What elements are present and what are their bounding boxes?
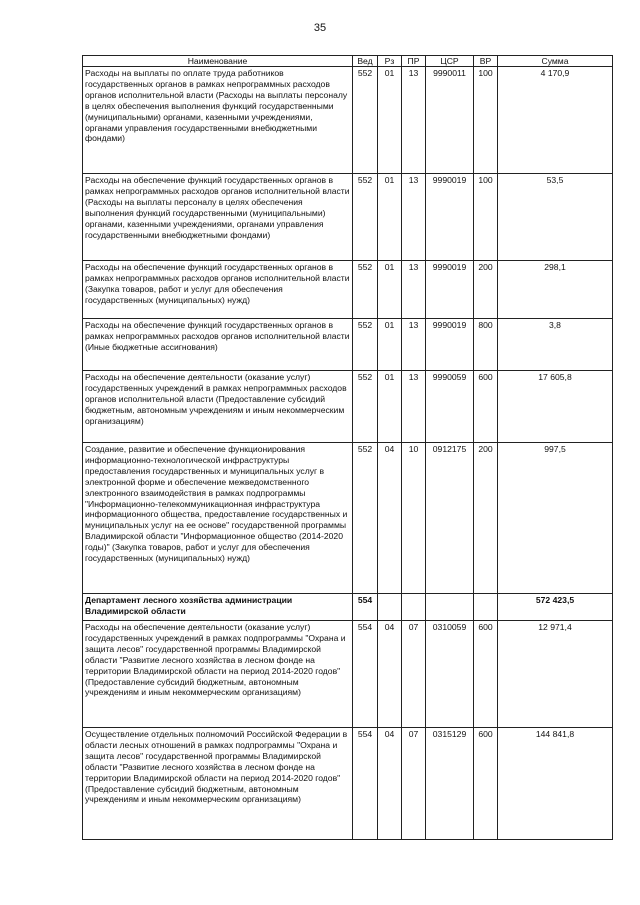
- budget-table: [82, 55, 613, 840]
- row-name: Создание, развитие и обеспечение функционирования информационно-технологической инфраструктуры предоставления государственных и муниципальных услуг в электронной форме и обеспечение межведомственного электронного взаимодействия в рамках подпрограммы "Информационно-телекоммуникационная инфраструктура информационного общества, предоставление государственных и муниципальных услуг на ее основе" государственной программы Владимирской области "Информационное общество (2014-2020 годы)" (Закупка товаров, работ и услуг для обеспечения государственных (муниципальных) нужд): [83, 443, 353, 594]
- row-vr: 100: [474, 174, 498, 261]
- table-row: [83, 371, 613, 443]
- table-row: [83, 621, 613, 728]
- row-name: Расходы на выплаты по оплате труда работников государственных органов в рамках непрограммных расходов органов исполнительной власти (Расходы на выплаты персоналу в целях обеспечения выполнения функций государственными (муниципальными) органами, казенными учреждениями, органами управления государственными внебюджетными фондами): [83, 67, 353, 174]
- header-name: Наименование: [83, 56, 353, 67]
- row-name: Расходы на обеспечение деятельности (оказание услуг) государственных учреждений в рамках непрограммных расходов органов исполнительной власти (Предоставление субсидий бюджетным, автономным учреждениям и иным некоммерческим организациям): [83, 371, 353, 443]
- row-pr: 13: [402, 67, 426, 174]
- row-rz: 01: [378, 174, 402, 261]
- table-row: [83, 174, 613, 261]
- row-pr: 13: [402, 261, 426, 319]
- row-ved: 552: [353, 174, 378, 261]
- row-sum: 3,8: [498, 319, 613, 371]
- row-csr: 0912175: [426, 443, 474, 594]
- row-vr: 200: [474, 443, 498, 594]
- row-sum: 298,1: [498, 261, 613, 319]
- row-csr: 9990019: [426, 261, 474, 319]
- row-rz: 01: [378, 261, 402, 319]
- row-vr: 800: [474, 319, 498, 371]
- table-header-row: [83, 56, 613, 67]
- row-csr: 0310059: [426, 621, 474, 728]
- row-vr: 600: [474, 371, 498, 443]
- row-rz: 04: [378, 621, 402, 728]
- row-pr: [402, 594, 426, 621]
- header-rz: Рз: [378, 56, 402, 67]
- row-rz: 01: [378, 371, 402, 443]
- row-sum: 17 605,8: [498, 371, 613, 443]
- row-sum: 12 971,4: [498, 621, 613, 728]
- row-sum: 53,5: [498, 174, 613, 261]
- table-row: [83, 261, 613, 319]
- header-vr: ВР: [474, 56, 498, 67]
- row-pr: 07: [402, 621, 426, 728]
- row-ved: 552: [353, 371, 378, 443]
- page-number: 35: [313, 22, 327, 34]
- row-sum: 997,5: [498, 443, 613, 594]
- row-rz: 04: [378, 443, 402, 594]
- row-name: Расходы на обеспечение деятельности (оказание услуг) государственных учреждений в рамках подпрограммы "Охрана и защита лесов" государственной программы Владимирской области "Развитие лесного хозяйства в лесном фонде на территории Владимирской области на период 2014-2020 годов" (Предоставление субсидий бюджетным, автономным учреждениям и иным некоммерческим организациям): [83, 621, 353, 728]
- row-name: Расходы на обеспечение функций государственных органов в рамках непрограммных расходов органов исполнительной власти (Расходы на выплаты персоналу в целях обеспечения выполнения функций государственными (муниципальными) органами, казенными учреждениями, органами управления государственными внебюджетными фондами): [83, 174, 353, 261]
- row-rz: 04: [378, 728, 402, 840]
- table-row: [83, 67, 613, 174]
- row-vr: [474, 594, 498, 621]
- row-name: Департамент лесного хозяйства администрации Владимирской области: [83, 594, 353, 621]
- table-row: [83, 443, 613, 594]
- row-sum: 144 841,8: [498, 728, 613, 840]
- row-vr: 600: [474, 728, 498, 840]
- row-csr: 9990011: [426, 67, 474, 174]
- row-csr: 9990059: [426, 371, 474, 443]
- row-csr: 9990019: [426, 319, 474, 371]
- row-ved: 552: [353, 319, 378, 371]
- row-vr: 100: [474, 67, 498, 174]
- row-pr: 10: [402, 443, 426, 594]
- row-sum: 4 170,9: [498, 67, 613, 174]
- header-ved: Вед: [353, 56, 378, 67]
- row-ved: 552: [353, 443, 378, 594]
- row-vr: 600: [474, 621, 498, 728]
- table-row-department: [83, 594, 613, 621]
- row-rz: 01: [378, 319, 402, 371]
- row-csr: 0315129: [426, 728, 474, 840]
- row-pr: 07: [402, 728, 426, 840]
- row-csr: 9990019: [426, 174, 474, 261]
- header-csr: ЦСР: [426, 56, 474, 67]
- row-pr: 13: [402, 174, 426, 261]
- row-name: Расходы на обеспечение функций государственных органов в рамках непрограммных расходов органов исполнительной власти (Закупка товаров, работ и услуг для обеспечения государственных (муниципальных) нужд): [83, 261, 353, 319]
- row-rz: [378, 594, 402, 621]
- row-pr: 13: [402, 319, 426, 371]
- row-ved: 552: [353, 67, 378, 174]
- row-vr: 200: [474, 261, 498, 319]
- row-sum: 572 423,5: [498, 594, 613, 621]
- row-csr: [426, 594, 474, 621]
- table-row: [83, 319, 613, 371]
- header-pr: ПР: [402, 56, 426, 67]
- table-row: [83, 728, 613, 840]
- row-ved: 554: [353, 621, 378, 728]
- row-ved: 552: [353, 261, 378, 319]
- row-pr: 13: [402, 371, 426, 443]
- row-ved: 554: [353, 594, 378, 621]
- row-name: Осуществление отдельных полномочий Российской Федерации в области лесных отношений в рамках подпрограммы "Охрана и защита лесов" государственной программы Владимирской области "Развитие лесного хозяйства в лесном фонде на территории Владимирской области на период 2014-2020 годов" (Предоставление субсидий бюджетным, автономным учреждениям и иным некоммерческим организациям): [83, 728, 353, 840]
- row-ved: 554: [353, 728, 378, 840]
- row-name: Расходы на обеспечение функций государственных органов в рамках непрограммных расходов органов исполнительной власти (Иные бюджетные ассигнования): [83, 319, 353, 371]
- header-sum: Сумма: [498, 56, 613, 67]
- row-rz: 01: [378, 67, 402, 174]
